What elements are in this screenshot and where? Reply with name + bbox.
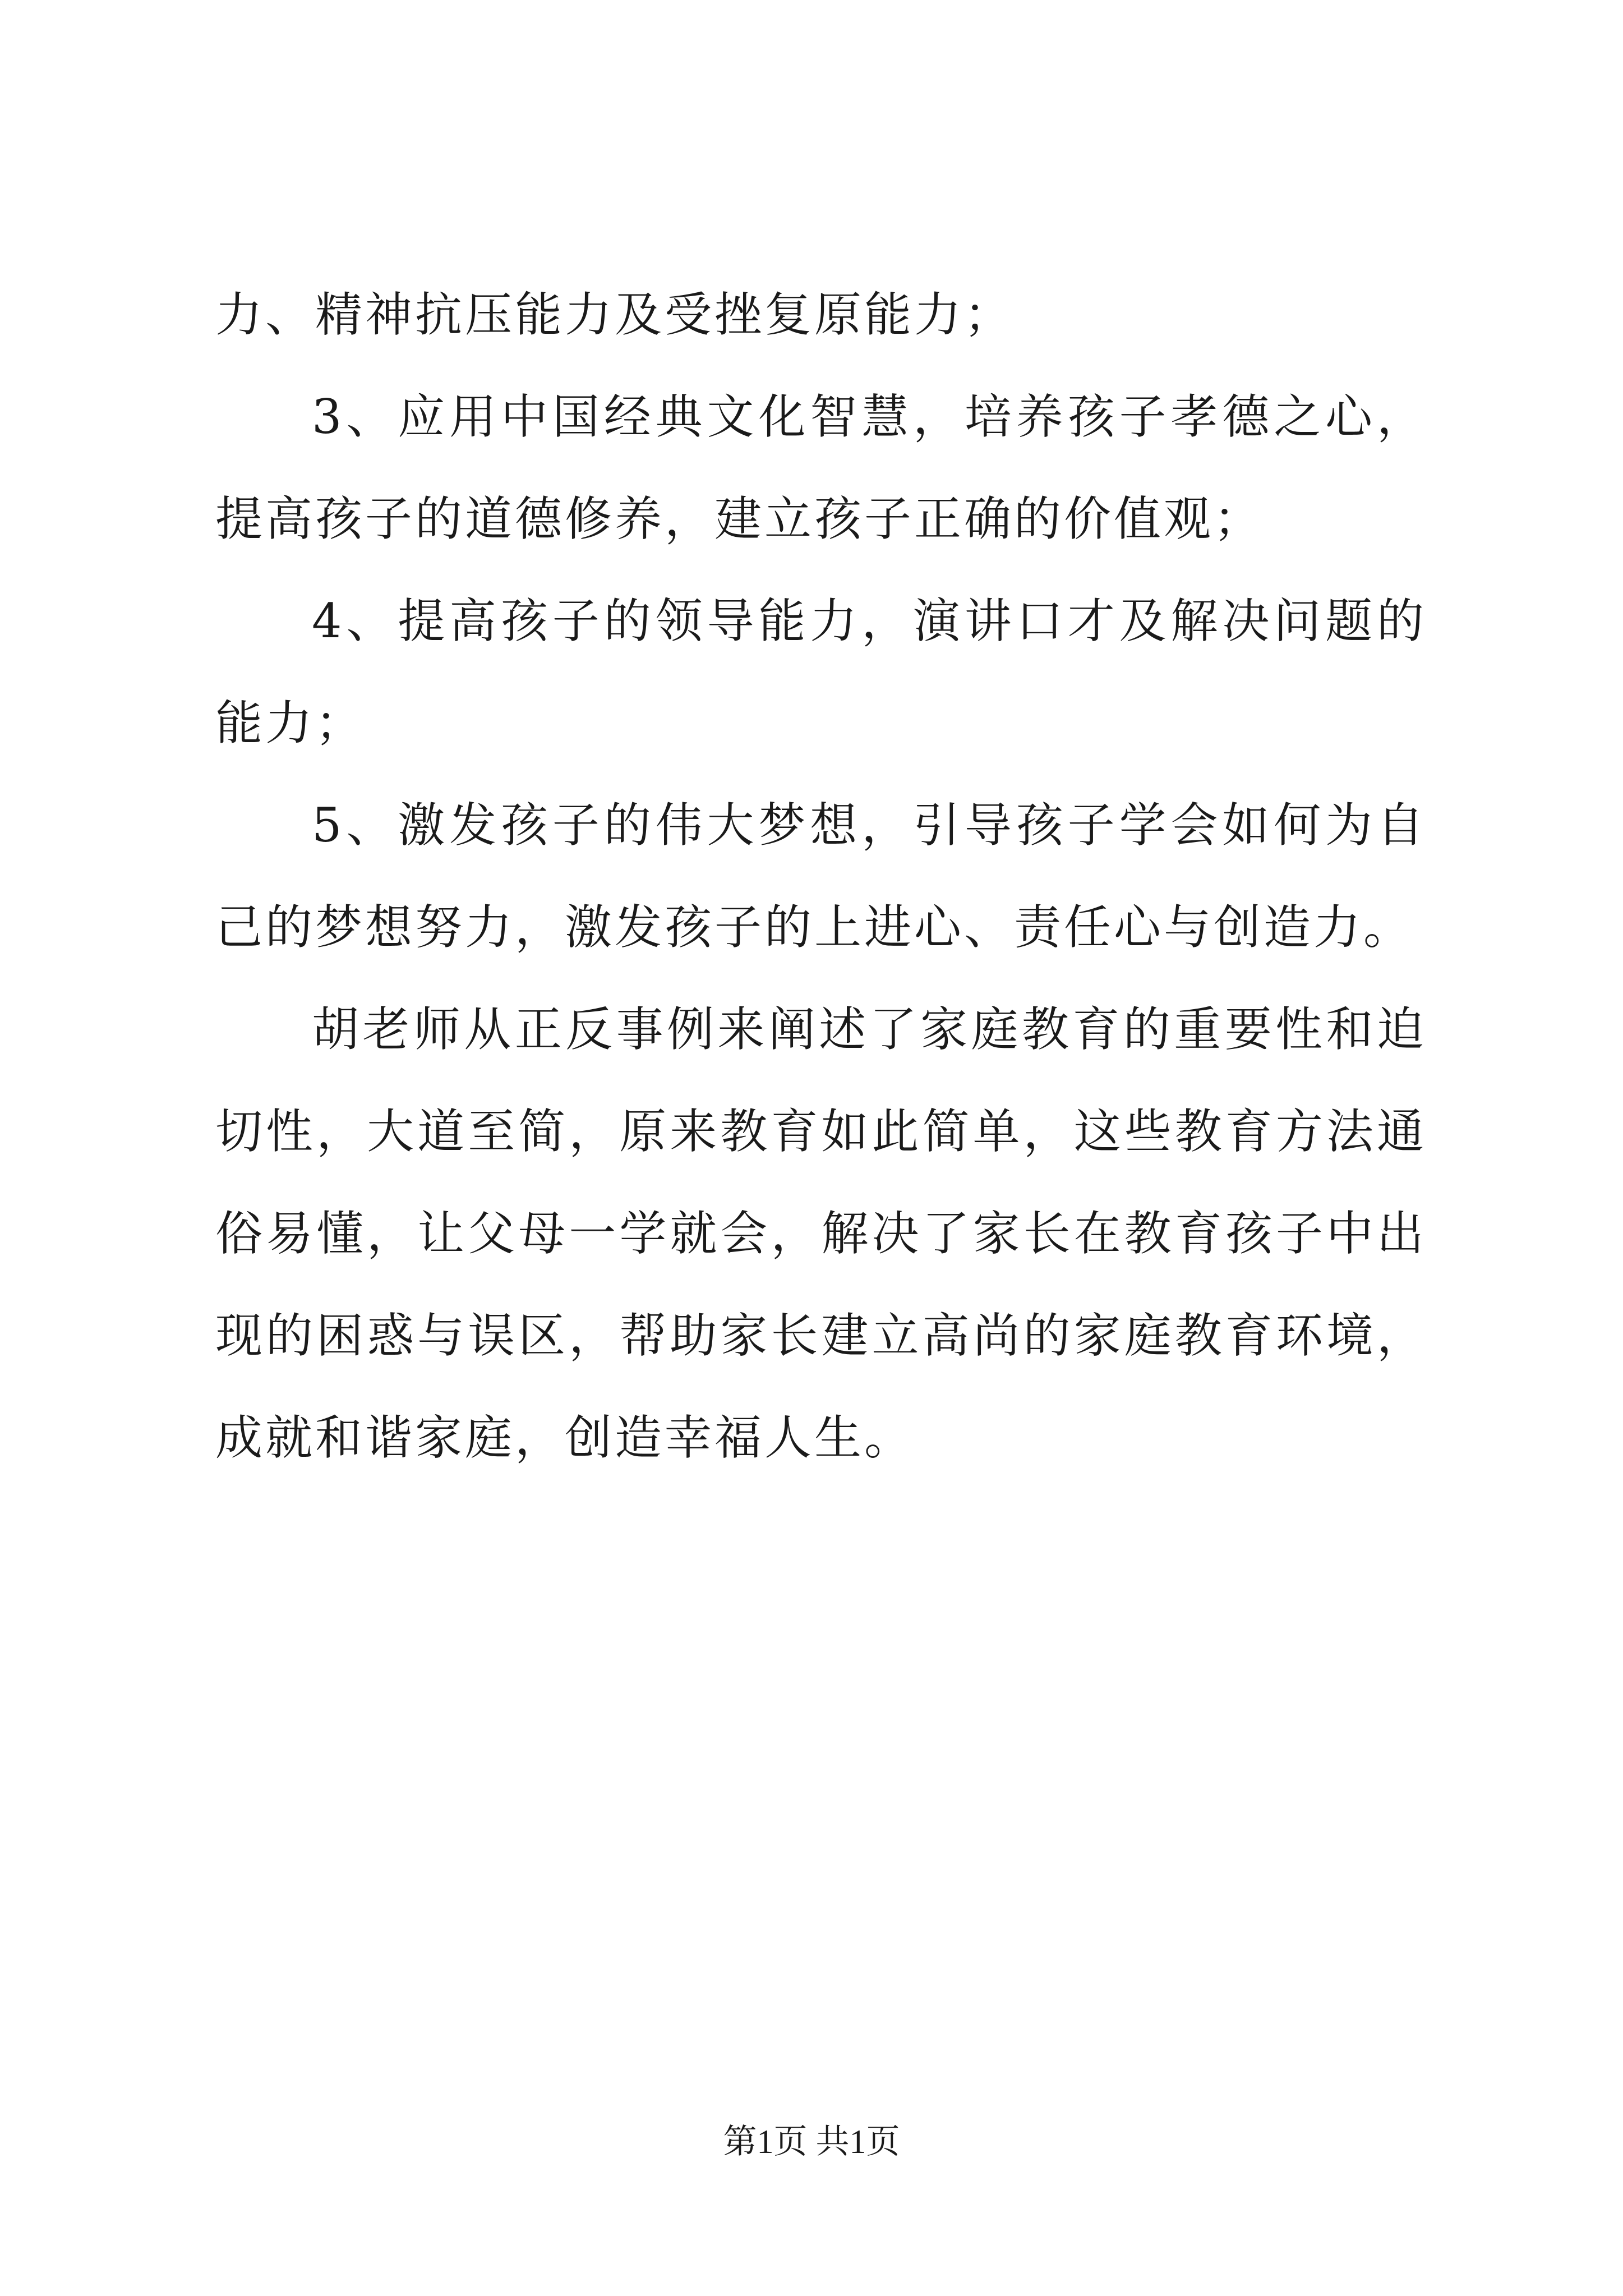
- paragraph-summary: 胡老师从正反事例来阐述了家庭教育的重要性和迫切性，大道至简，原来教育如此简单，这些教育方法通俗易懂，让父母一学就会，解决了家长在教育孩子中出现的困惑与误区，帮助家长建立高尚的家庭教育环境，成就和谐家庭，创造幸福人生。: [215, 1002, 1427, 1465]
- paragraph-continuation: 力、精神抗压能力及受挫复原能力；: [215, 287, 1015, 342]
- document-body: [215, 264, 1427, 1489]
- paragraph-item-5: 5、激发孩子的伟大梦想，引导孩子学会如何为自己的梦想努力，激发孩子的上进心、责任心与创造力。: [215, 798, 1427, 955]
- paragraph-item-3: 3、应用中国经典文化智慧，培养孩子孝德之心，提高孩子的道德修养，建立孩子正确的价值观；: [215, 389, 1427, 546]
- page-number-footer: 第1页 共1页: [723, 2123, 900, 2160]
- paragraph-item-4: 4、提高孩子的领导能力，演讲口才及解决问题的能力；: [215, 593, 1427, 751]
